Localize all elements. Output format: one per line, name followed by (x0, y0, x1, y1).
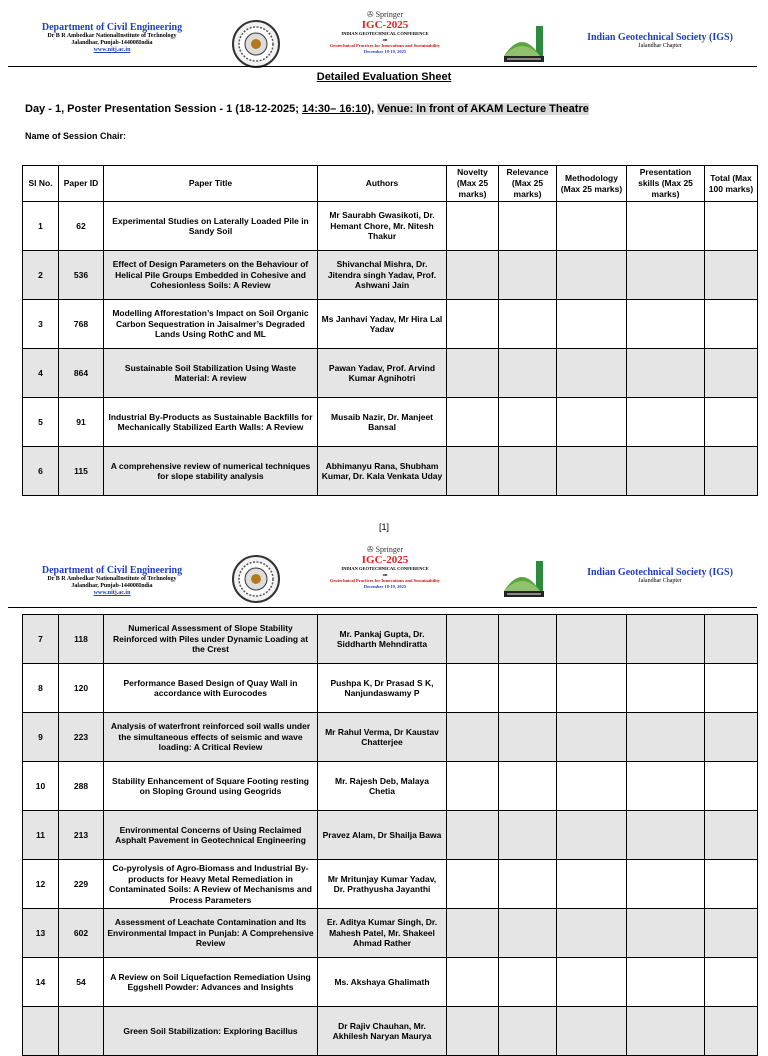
paper-title-cell: Analysis of waterfront reinforced soil walls under the simultaneous effects of seismic and wave loading: A Critical Review (104, 713, 318, 762)
page-header-1 (0, 10, 768, 68)
table-row (23, 447, 758, 496)
institute-address: Jalandhar, Punjab-144008India (71, 40, 153, 46)
table-row (23, 958, 758, 1007)
relevance-score-cell[interactable] (499, 398, 557, 447)
conference-block: ✇ Springer IGC-2025 INDIAN GEOTECHNICAL CONFERENCE on Geotechnical Practices for Innovations and Sustainability December 18-19, 2025 (300, 10, 470, 55)
relevance-score-cell[interactable] (499, 713, 557, 762)
methodology-score-cell[interactable] (557, 349, 627, 398)
col-relevance: Relevance (Max 25 marks) (499, 166, 557, 202)
methodology-score-cell[interactable] (557, 251, 627, 300)
table-row (23, 713, 758, 762)
sl-no-cell: 3 (23, 300, 59, 349)
authors-cell: Pushpa K, Dr Prasad S K, Nanjundaswamy P (318, 664, 447, 713)
presentation-score-cell[interactable] (627, 202, 705, 251)
methodology-score-cell[interactable] (557, 1007, 627, 1056)
paper-title-cell: Industrial By-Products as Sustainable Backfills for Mechanically Stabilized Earth Walls: A Review (104, 398, 318, 447)
department-block (22, 22, 202, 53)
authors-cell: Mr. Rajesh Deb, Malaya Chetia (318, 762, 447, 811)
paper-title-cell: Performance Based Design of Quay Wall in accordance with Eurocodes (104, 664, 318, 713)
presentation-score-cell[interactable] (627, 300, 705, 349)
session-chair-label: Name of Session Chair: (25, 131, 127, 141)
total-score-cell[interactable] (705, 349, 758, 398)
paper-id-cell: 229 (59, 860, 104, 909)
paper-id-cell: 602 (59, 909, 104, 958)
institute-website-link[interactable]: www.nitj.ac.in (93, 47, 131, 53)
society-chapter: Jalandhar Chapter (638, 43, 682, 49)
conference-subtitle: INDIAN GEOTECHNICAL CONFERENCE (341, 566, 429, 571)
nit-seal-logo (232, 555, 280, 603)
institute-website-link[interactable]: www.nitj.ac.in (93, 590, 131, 596)
table-row (23, 300, 758, 349)
institute-name: Dr B R Ambedkar NationalInstitute of Technology (47, 576, 177, 582)
presentation-score-cell[interactable] (627, 909, 705, 958)
conference-date: December 18-19, 2025 (363, 584, 407, 589)
table-row (23, 349, 758, 398)
authors-cell: Shivanchal Mishra, Dr. Jitendra singh Yadav, Prof. Ashwani Jain (318, 251, 447, 300)
col-authors: Authors (318, 166, 447, 202)
conference-name: IGC-2025 (361, 19, 409, 31)
methodology-score-cell[interactable] (557, 860, 627, 909)
presentation-score-cell[interactable] (627, 762, 705, 811)
paper-id-cell: 288 (59, 762, 104, 811)
sl-no-cell: 2 (23, 251, 59, 300)
table-row (23, 251, 758, 300)
sl-no-cell (23, 1007, 59, 1056)
sl-no-cell: 13 (23, 909, 59, 958)
novelty-score-cell[interactable] (447, 398, 499, 447)
paper-id-cell: 62 (59, 202, 104, 251)
paper-id-cell: 115 (59, 447, 104, 496)
total-score-cell[interactable] (705, 615, 758, 664)
total-score-cell[interactable] (705, 202, 758, 251)
presentation-score-cell[interactable] (627, 251, 705, 300)
novelty-score-cell[interactable] (447, 202, 499, 251)
novelty-score-cell[interactable] (447, 251, 499, 300)
session-info: Day - 1, Poster Presentation Session - 1 (18-12-2025; 14:30– 16:10), Venue: In front of AKAM Lecture Theatre (25, 103, 589, 115)
presentation-score-cell[interactable] (627, 398, 705, 447)
presentation-score-cell[interactable] (627, 811, 705, 860)
header-divider (8, 66, 757, 67)
authors-cell: Musaib Nazir, Dr. Manjeet Bansal (318, 398, 447, 447)
table-row (23, 762, 758, 811)
methodology-score-cell[interactable] (557, 811, 627, 860)
novelty-score-cell[interactable] (447, 909, 499, 958)
methodology-score-cell[interactable] (557, 664, 627, 713)
paper-title-cell: Environmental Concerns of Using Reclaimed Asphalt Pavement in Geotechnical Engineering (104, 811, 318, 860)
nit-seal-logo (232, 20, 280, 68)
sl-no-cell: 14 (23, 958, 59, 1007)
total-score-cell[interactable] (705, 300, 758, 349)
methodology-score-cell[interactable] (557, 202, 627, 251)
novelty-score-cell[interactable] (447, 349, 499, 398)
paper-title-cell: A comprehensive review of numerical techniques for slope stability analysis (104, 447, 318, 496)
relevance-score-cell[interactable] (499, 1007, 557, 1056)
relevance-score-cell[interactable] (499, 811, 557, 860)
paper-title-cell: Co-pyrolysis of Agro-Biomass and Industrial By-products for Heavy Metal Remediation in Contaminated Soils: A Review of Mechanisms and Process Parameters (104, 860, 318, 909)
authors-cell: Mr. Pankaj Gupta, Dr. Siddharth Mehndiratta (318, 615, 447, 664)
sl-no-cell: 1 (23, 202, 59, 251)
presentation-score-cell[interactable] (627, 958, 705, 1007)
table-row (23, 398, 758, 447)
relevance-score-cell[interactable] (499, 762, 557, 811)
authors-cell: Pravez Alam, Dr Shailja Bawa (318, 811, 447, 860)
total-score-cell[interactable] (705, 1007, 758, 1056)
methodology-score-cell[interactable] (557, 958, 627, 1007)
table-row (23, 202, 758, 251)
table-header-row (23, 166, 758, 202)
relevance-score-cell[interactable] (499, 202, 557, 251)
total-score-cell[interactable] (705, 447, 758, 496)
col-paper-id: Paper ID (59, 166, 104, 202)
paper-id-cell: 91 (59, 398, 104, 447)
novelty-score-cell[interactable] (447, 958, 499, 1007)
presentation-score-cell[interactable] (627, 1007, 705, 1056)
authors-cell: Dr Rajiv Chauhan, Mr. Akhilesh Naryan Maurya (318, 1007, 447, 1056)
sl-no-cell: 10 (23, 762, 59, 811)
conference-subtitle: INDIAN GEOTECHNICAL CONFERENCE (341, 31, 429, 36)
institute-name: Dr B R Ambedkar NationalInstitute of Technology (47, 33, 177, 39)
total-score-cell[interactable] (705, 860, 758, 909)
methodology-score-cell[interactable] (557, 300, 627, 349)
relevance-score-cell[interactable] (499, 447, 557, 496)
paper-id-cell: 768 (59, 300, 104, 349)
sl-no-cell: 7 (23, 615, 59, 664)
department-block (22, 565, 202, 596)
paper-title-cell: Effect of Design Parameters on the Behaviour of Helical Pile Groups Embedded in Cohesive and Cohesionless Soils: A Review (104, 251, 318, 300)
authors-cell: Mr Rahul Verma, Dr Kaustav Chatterjee (318, 713, 447, 762)
methodology-score-cell[interactable] (557, 398, 627, 447)
novelty-score-cell[interactable] (447, 447, 499, 496)
igs-logo (502, 557, 546, 601)
methodology-score-cell[interactable] (557, 615, 627, 664)
methodology-score-cell[interactable] (557, 447, 627, 496)
relevance-score-cell[interactable] (499, 958, 557, 1007)
conference-theme: Geotechnical Practices for Innovations and Sustainability (329, 43, 441, 48)
evaluation-table-page2 (22, 614, 758, 1056)
sl-no-cell: 6 (23, 447, 59, 496)
sl-no-cell: 5 (23, 398, 59, 447)
methodology-score-cell[interactable] (557, 909, 627, 958)
conference-theme: Geotechnical Practices for Innovations and Sustainability (329, 578, 441, 583)
methodology-score-cell[interactable] (557, 762, 627, 811)
relevance-score-cell[interactable] (499, 349, 557, 398)
sl-no-cell: 8 (23, 664, 59, 713)
col-methodology: Methodology (Max 25 marks) (557, 166, 627, 202)
conference-block: ✇ Springer IGC-2025 INDIAN GEOTECHNICAL CONFERENCE on Geotechnical Practices for Innovations and Sustainability December 18-19, 2025 (300, 545, 470, 590)
sl-no-cell: 11 (23, 811, 59, 860)
presentation-score-cell[interactable] (627, 860, 705, 909)
paper-title-cell: Stability Enhancement of Square Footing resting on Sloping Ground using Geogrids (104, 762, 318, 811)
total-score-cell[interactable] (705, 713, 758, 762)
paper-title-cell: A Review on Soil Liquefaction Remediation Using Eggshell Powder: Advances and Insights (104, 958, 318, 1007)
relevance-score-cell[interactable] (499, 615, 557, 664)
authors-cell: Er. Aditya Kumar Singh, Dr. Mahesh Patel, Mr. Shakeel Ahmad Rather (318, 909, 447, 958)
institute-address: Jalandhar, Punjab-144008India (71, 583, 153, 589)
page-header-2 (0, 545, 768, 603)
evaluation-table-page1 (22, 165, 758, 496)
table-row (23, 1007, 758, 1056)
sl-no-cell: 9 (23, 713, 59, 762)
presentation-score-cell[interactable] (627, 615, 705, 664)
presentation-score-cell[interactable] (627, 664, 705, 713)
society-block (580, 32, 740, 49)
novelty-score-cell[interactable] (447, 713, 499, 762)
relevance-score-cell[interactable] (499, 860, 557, 909)
paper-title-cell: Numerical Assessment of Slope Stability Reinforced with Piles under Dynamic Loading at the Crest (104, 615, 318, 664)
novelty-score-cell[interactable] (447, 664, 499, 713)
sheet-title: Detailed Evaluation Sheet (316, 71, 452, 83)
conference-date: December 18-19, 2025 (363, 49, 407, 54)
page-number: [1] (378, 522, 389, 532)
novelty-score-cell[interactable] (447, 762, 499, 811)
authors-cell: Pawan Yadav, Prof. Arvind Kumar Agnihotri (318, 349, 447, 398)
springer-logo: ✇ Springer (366, 545, 404, 554)
col-presentation: Presentation skills (Max 25 marks) (627, 166, 705, 202)
presentation-score-cell[interactable] (627, 713, 705, 762)
table-row (23, 664, 758, 713)
paper-title-cell: Experimental Studies on Laterally Loaded Pile in Sandy Soil (104, 202, 318, 251)
authors-cell: Ms Janhavi Yadav, Mr Hira Lal Yadav (318, 300, 447, 349)
novelty-score-cell[interactable] (447, 1007, 499, 1056)
paper-id-cell: 120 (59, 664, 104, 713)
society-chapter: Jalandhar Chapter (638, 578, 682, 584)
paper-id-cell: 118 (59, 615, 104, 664)
sl-no-cell: 12 (23, 860, 59, 909)
springer-logo: ✇ Springer (366, 10, 404, 19)
presentation-score-cell[interactable] (627, 447, 705, 496)
paper-id-cell: 536 (59, 251, 104, 300)
col-paper-title: Paper Title (104, 166, 318, 202)
paper-title-cell: Modelling Afforestation’s Impact on Soil Organic Carbon Sequestration in Jaisalmer’s Degraded Lands Using RothC and ML (104, 300, 318, 349)
table-row (23, 860, 758, 909)
total-score-cell[interactable] (705, 251, 758, 300)
total-score-cell[interactable] (705, 664, 758, 713)
total-score-cell[interactable] (705, 811, 758, 860)
paper-id-cell: 213 (59, 811, 104, 860)
table-row (23, 615, 758, 664)
venue-text: Venue: In front of AKAM Lecture Theatre (377, 103, 589, 115)
total-score-cell[interactable] (705, 958, 758, 1007)
conference-name: IGC-2025 (361, 554, 409, 566)
authors-cell: Mr Mritunjay Kumar Yadav, Dr. Prathyusha Jayanthi (318, 860, 447, 909)
novelty-score-cell[interactable] (447, 300, 499, 349)
relevance-score-cell[interactable] (499, 909, 557, 958)
relevance-score-cell[interactable] (499, 664, 557, 713)
col-sl-no: Sl No. (23, 166, 59, 202)
novelty-score-cell[interactable] (447, 615, 499, 664)
paper-id-cell (59, 1007, 104, 1056)
society-name: Indian Geotechnical Society (IGS) (587, 32, 733, 43)
novelty-score-cell[interactable] (447, 811, 499, 860)
col-total: Total (Max 100 marks) (705, 166, 758, 202)
paper-title-cell: Green Soil Stabilization: Exploring Bacillus (104, 1007, 318, 1056)
authors-cell: Ms. Akshaya Ghalimath (318, 958, 447, 1007)
relevance-score-cell[interactable] (499, 251, 557, 300)
paper-id-cell: 223 (59, 713, 104, 762)
paper-id-cell: 864 (59, 349, 104, 398)
authors-cell: Mr Saurabh Gwasikoti, Dr. Hemant Chore, Mr. Nitesh Thakur (318, 202, 447, 251)
igs-logo (502, 22, 546, 66)
header-divider (8, 607, 757, 608)
col-novelty: Novelty (Max 25 marks) (447, 166, 499, 202)
society-block (580, 567, 740, 584)
presentation-score-cell[interactable] (627, 349, 705, 398)
novelty-score-cell[interactable] (447, 860, 499, 909)
methodology-score-cell[interactable] (557, 713, 627, 762)
sl-no-cell: 4 (23, 349, 59, 398)
total-score-cell[interactable] (705, 398, 758, 447)
department-name: Department of Civil Engineering (41, 22, 183, 33)
table-row (23, 909, 758, 958)
total-score-cell[interactable] (705, 909, 758, 958)
authors-cell: Abhimanyu Rana, Shubham Kumar, Dr. Kala Venkata Uday (318, 447, 447, 496)
paper-title-cell: Sustainable Soil Stabilization Using Waste Material: A review (104, 349, 318, 398)
total-score-cell[interactable] (705, 762, 758, 811)
society-name: Indian Geotechnical Society (IGS) (587, 567, 733, 578)
paper-title-cell: Assessment of Leachate Contamination and Its Environmental Impact in Punjab: A Comprehensive Review (104, 909, 318, 958)
department-name: Department of Civil Engineering (41, 565, 183, 576)
table-row (23, 811, 758, 860)
relevance-score-cell[interactable] (499, 300, 557, 349)
paper-id-cell: 54 (59, 958, 104, 1007)
